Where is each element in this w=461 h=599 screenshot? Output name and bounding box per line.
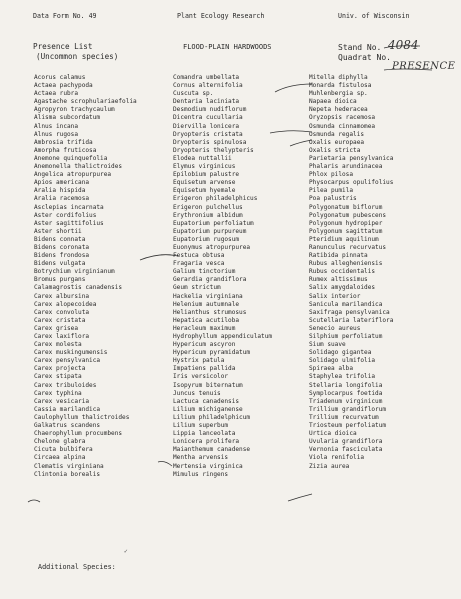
species-item: Aralia racemosa [34, 195, 90, 203]
species-item: Carex pensylvanica [34, 357, 101, 365]
species-item: Oryzopsis racemosa [309, 114, 376, 122]
species-item: Maianthemum canadense [173, 446, 251, 454]
species-item: Amorpha fruticosa [34, 146, 97, 154]
species-item: Cassia marilandica [34, 405, 101, 413]
species-item: Viola renifolia [309, 454, 365, 462]
species-item: Lilium philadelphicum [173, 413, 251, 421]
species-item: Carex typhina [34, 389, 82, 397]
species-item: Salix interior [309, 292, 361, 300]
species-item: Salix amygdaloides [309, 284, 376, 292]
species-item: Scutellaria lateriflora [309, 316, 394, 324]
species-item: Symplocarpus foetida [309, 389, 383, 397]
species-item: Lonicera prolifera [173, 438, 240, 446]
species-item: Carex alopecoidea [34, 300, 97, 308]
species-item: Erythronium albidum [173, 211, 243, 219]
species-item: Iris versicolor [173, 373, 229, 381]
species-item: Rubus allegheniensis [309, 260, 383, 268]
species-item: Galium tinctorium [173, 268, 236, 276]
species-item: Pilea pumila [309, 187, 354, 195]
species-item: Nepeta hederacea [309, 106, 368, 114]
species-item: Elodea nuttallii [173, 154, 232, 162]
check-mark [158, 462, 172, 467]
species-item: Cuscuta sp. [173, 90, 214, 98]
quadrat-value: PRESENCE [392, 61, 456, 72]
species-item: Osmunda regalis [309, 130, 365, 138]
species-item: Lilium michiganense [173, 405, 243, 413]
species-item: Pteridium aquilinum [309, 235, 379, 243]
species-item: Aster sagittifolius [34, 219, 104, 227]
species-item: Clematis virginiana [34, 462, 104, 470]
species-item: Poa palustris [309, 195, 357, 203]
form-number: Data Form No. 49 [33, 12, 97, 20]
species-item: Bromus purgans [34, 276, 86, 284]
species-item: Alnus rugosa [34, 130, 79, 138]
species-item: Botrychium virginianum [34, 268, 115, 276]
species-item: Hypericum pyramidatum [173, 349, 251, 357]
species-item: Festuca obtusa [173, 252, 225, 260]
species-item: Staphylea trifolia [309, 373, 376, 381]
species-item: Juncus tenuis [173, 389, 221, 397]
stand-label: Stand No. [338, 43, 382, 52]
species-item: Epilobium palustre [173, 171, 240, 179]
species-item: Caulophyllum thalictroides [34, 413, 130, 421]
organization: Plant Ecology Research [177, 12, 265, 20]
species-item: Aster cordifolius [34, 211, 97, 219]
species-item: Lactuca canadensis [173, 397, 240, 405]
species-item: Rumex altissimus [309, 276, 368, 284]
species-item: Hystrix patula [173, 357, 225, 365]
quadrat-label: Quadrat No. [338, 53, 391, 62]
species-item: Phalaris arundinacea [309, 163, 383, 171]
quadrat-underline [384, 69, 432, 70]
species-item: Carex cristata [34, 316, 86, 324]
species-item: Eupatorium rugosum [173, 235, 240, 243]
species-item: Hypericum ascyron [173, 341, 236, 349]
species-item: Bidens coronata [34, 243, 90, 251]
species-item: Eupatorium perfoliatum [173, 219, 254, 227]
species-item: Dryopteris thelypteris [173, 146, 254, 154]
species-item: Senecio aureus [309, 324, 361, 332]
species-item: Triosteum perfoliatum [309, 422, 387, 430]
species-item: Saxifraga pensylvanica [309, 308, 390, 316]
species-item: Chaerophyllum procumbens [34, 430, 123, 438]
species-item: Helenium autumnale [173, 300, 240, 308]
species-item: Agastache scrophulariaefolia [34, 98, 137, 106]
species-item: Comandra umbellata [173, 74, 240, 81]
check-mark [140, 255, 178, 260]
stand-underline [384, 46, 420, 48]
species-item: Carex tribuloides [34, 381, 97, 389]
species-item: Fragaria vesca [173, 260, 225, 268]
check-mark [290, 140, 312, 146]
species-item: Agropyron trachycaulum [34, 106, 115, 114]
species-item: Desmodium nudiflorum [173, 106, 247, 114]
check-mark [288, 494, 312, 501]
university: Univ. of Wisconsin [338, 12, 410, 20]
species-item: Napaea dioica [309, 98, 357, 106]
species-item: Mertensia virginica [173, 462, 243, 470]
list-subtitle: (Uncommon species) [36, 52, 119, 61]
species-item: Carex muskingumensis [34, 349, 108, 357]
species-item: Galkatrus scandens [34, 422, 101, 430]
species-item: Hydrophyllum appendiculatum [173, 333, 273, 340]
species-item: Circaea alpina [34, 454, 86, 462]
species-item: Triadenum virginicum [309, 397, 383, 405]
species-item: Bidens vulgata [34, 260, 86, 268]
species-item: Carex grisea [34, 324, 79, 332]
species-item: Phlox pilosa [309, 171, 354, 179]
species-item: Carex vesicaria [34, 397, 90, 405]
species-item: Anemonella thalictroides [34, 163, 123, 171]
species-item: Dryopteris spinulosa [173, 138, 247, 146]
species-item: Silphium perfoliatum [309, 333, 383, 340]
species-item: Aster shortii [34, 227, 82, 235]
species-item: Vernonia fasciculata [309, 446, 383, 454]
list-title: Presence List [33, 42, 93, 51]
species-item: Eupatorium purpureum [173, 227, 247, 235]
species-item: Stellaria longifolia [309, 381, 383, 389]
species-item: Acorus calamus [34, 74, 86, 81]
species-item: Clintonia borealis [34, 470, 101, 478]
species-item: Equisetum arvense [173, 179, 236, 187]
species-item: Muhlenbergia sp. [309, 90, 368, 98]
species-item: Trillium grandiflorum [309, 405, 387, 413]
species-item: Hackelia virginiana [173, 292, 243, 300]
species-item: Elymus virginicus [173, 163, 236, 171]
species-item: Zizia aurea [309, 462, 350, 470]
community-name: FLOOD-PLAIN HARDWOODS [183, 43, 272, 51]
species-item: Solidago ulmifolia [309, 357, 376, 365]
species-item: Aralia hispida [34, 187, 86, 195]
species-item: Uvularia grandiflora [309, 438, 383, 446]
species-item: Cornus alternifolia [173, 82, 243, 90]
species-item: Euonymus atropurpurea [173, 243, 251, 251]
species-item: Isopyrum biternatum [173, 381, 243, 389]
species-item: Carex albursina [34, 292, 90, 300]
species-item: Physocarpus opulifolius [309, 179, 394, 187]
species-item: Angelica atropurpurea [34, 171, 112, 179]
additional-species-label: Additional Species: [38, 563, 116, 571]
species-item: Helianthus strumosus [173, 308, 247, 316]
species-item: Asclepias incarnata [34, 203, 104, 211]
species-item: Parietaria pensylvanica [309, 154, 394, 162]
species-item: Carex projecta [34, 365, 86, 373]
species-item: Monarda fistulosa [309, 82, 372, 90]
species-item: Geum strictum [173, 284, 221, 292]
species-item: Mentha arvensis [173, 454, 229, 462]
species-item: Carex stipata [34, 373, 82, 381]
species-item: Carex molesta [34, 341, 82, 349]
species-item: Anemone quinquefolia [34, 154, 108, 162]
species-item: Erigeron philadelphicus [173, 195, 258, 203]
species-item: Bidens frondosa [34, 252, 90, 260]
species-item: Oxalis europaea [309, 138, 365, 146]
species-item: Lippia lanceolata [173, 430, 236, 438]
species-item: Rubus occidentalis [309, 268, 376, 276]
species-item: Cicuta bulbifera [34, 446, 93, 454]
species-item: Heracleum maximum [173, 324, 236, 332]
species-item: Calamagrostis canadensis [34, 284, 123, 292]
species-item: Mitella diphylla [309, 74, 368, 81]
species-item: Diervilla lonicera [173, 122, 240, 130]
species-item: Dryopteris cristata [173, 130, 243, 138]
species-item: Erigeron pulchellus [173, 203, 243, 211]
species-item: Lilium superbum [173, 422, 229, 430]
species-item: Spiraea alba [309, 365, 354, 373]
species-item: Ambrosia trifida [34, 138, 93, 146]
check-mark [270, 131, 312, 133]
species-item: Sium suave [309, 341, 346, 349]
species-item: Dentaria laciniata [173, 98, 240, 106]
species-item: Ratibida pinnata [309, 252, 368, 260]
species-item: Urtica dioica [309, 430, 357, 438]
species-item: Dicentra cucullaria [173, 114, 243, 122]
species-item: Polygonum hydropiper [309, 219, 383, 227]
species-item: Polygonum sagittatum [309, 227, 383, 235]
species-item: Hepatica acutiloba [173, 316, 240, 324]
species-item: Carex laxiflora [34, 333, 90, 340]
species-item: Alisma subcordatum [34, 114, 101, 122]
stand-number: 4084 [388, 38, 419, 52]
species-item: Polygonatum biflorum [309, 203, 383, 211]
stray-mark: ✓ [124, 548, 128, 555]
species-item: Apios americana [34, 179, 90, 187]
species-item: Equisetum hyemale [173, 187, 236, 195]
species-item: Bidens connata [34, 235, 86, 243]
species-item: Chelone glabra [34, 438, 86, 446]
species-item: Mimulus ringens [173, 470, 229, 478]
species-item: Polygonatum pubescens [309, 211, 387, 219]
species-item: Gerardia grandiflora [173, 276, 247, 284]
species-item: Osmunda cinnamomea [309, 122, 376, 130]
species-item: Sanicula marilandica [309, 300, 383, 308]
species-item: Solidago gigantea [309, 349, 372, 357]
check-mark [28, 500, 40, 502]
species-item: Alnus incana [34, 122, 79, 130]
check-mark [275, 84, 312, 92]
species-item: Actaea rubra [34, 90, 79, 98]
species-item: Oxalis stricta [309, 146, 361, 154]
species-item: Trillium recurvatum [309, 413, 379, 421]
species-item: Actaea pachypoda [34, 82, 93, 90]
species-item: Carex convoluta [34, 308, 90, 316]
species-item: Ranunculus recurvatus [309, 243, 387, 251]
species-item: Impatiens pallida [173, 365, 236, 373]
